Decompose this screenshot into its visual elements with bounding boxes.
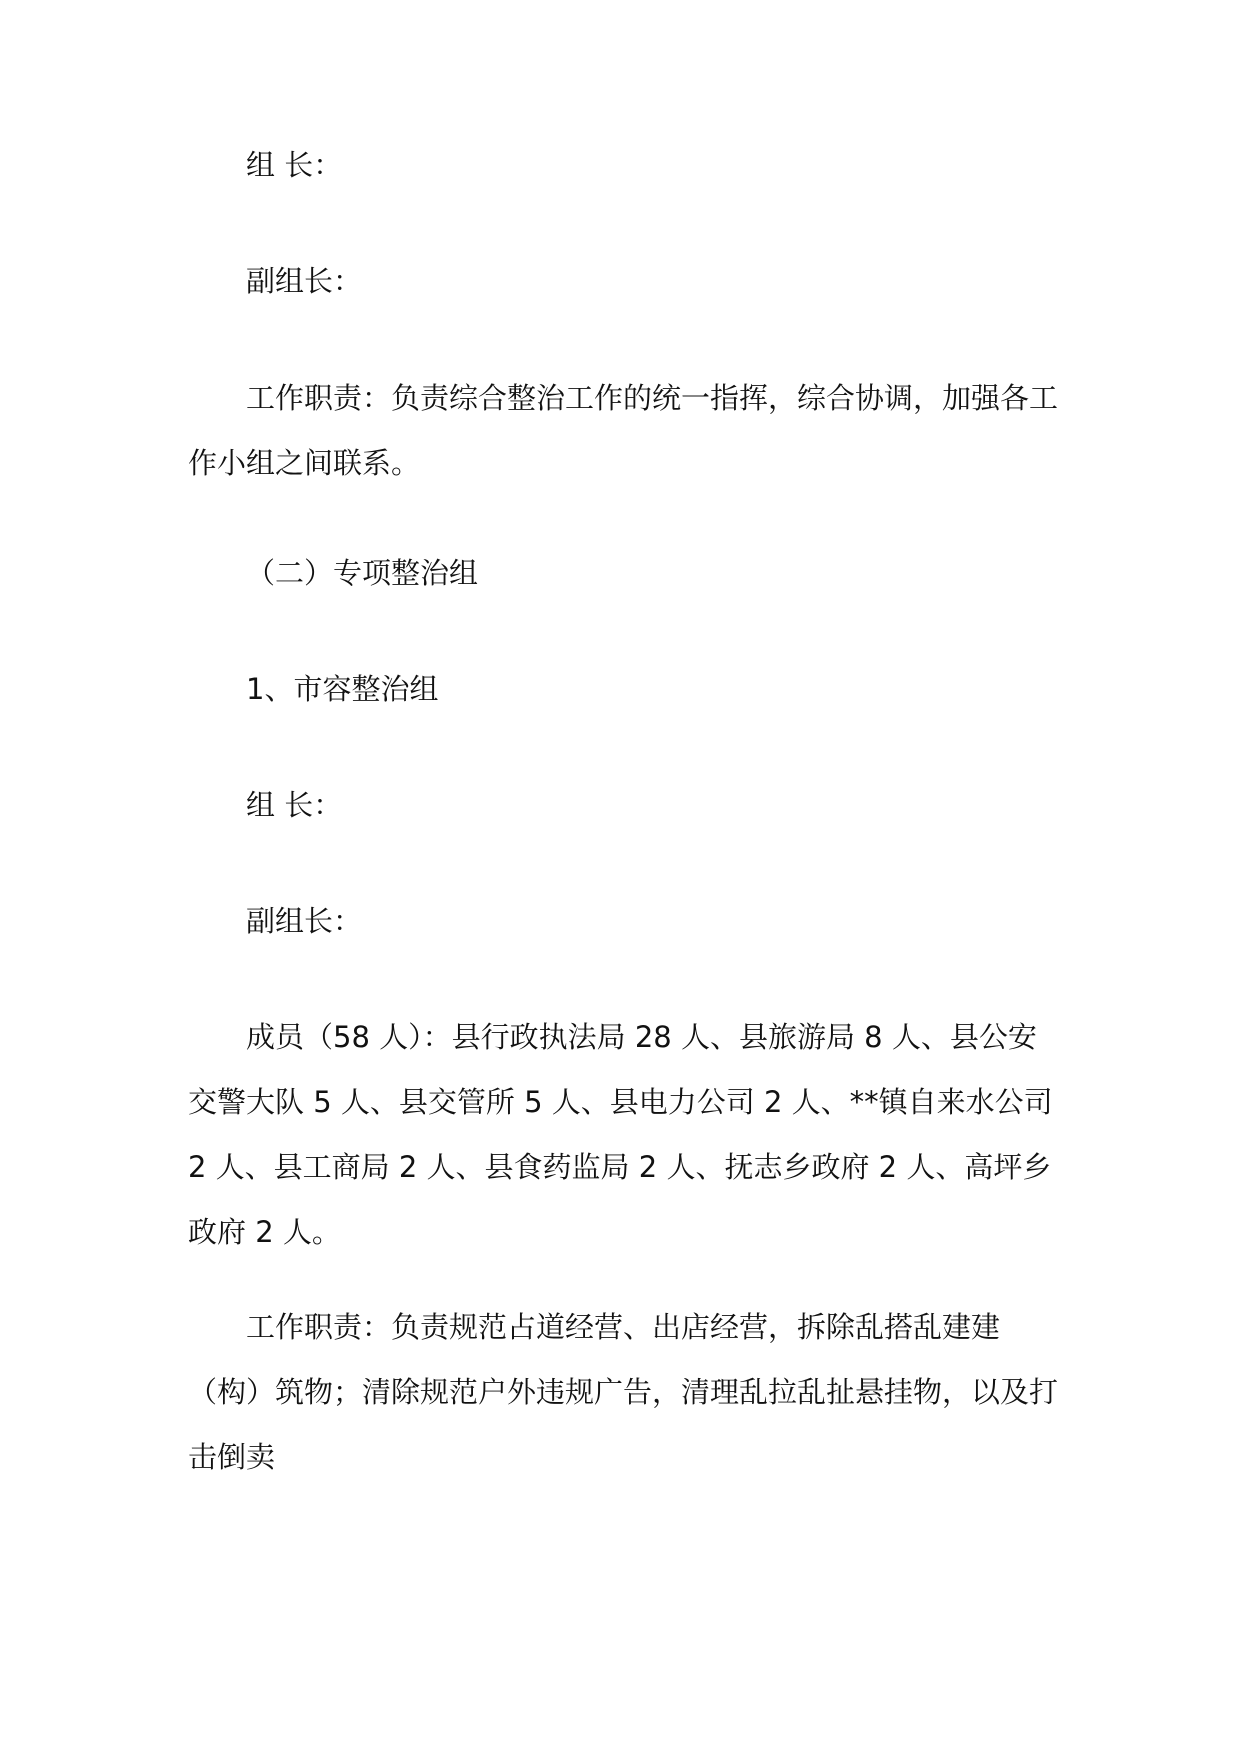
- deputy-leader-line-1: 副组长：: [246, 264, 363, 298]
- duties-paragraph-1: 工作职责：负责综合整治工作的统一指挥，综合协调，加强各工作小组之间联系。: [188, 381, 1059, 480]
- members-paragraph: 成员（58 人）：县行政执法局 28 人、县旅游局 8 人、县公安交警大队 5 人、县交管所 5 人、县电力公司 2 人、**镇自来水公司 2 人、县工商局 2 人、县食药监局 2 人、抚志乡政府 2 人、高坪乡政府 2 人。: [188, 1020, 1053, 1249]
- section-heading-special-remediation: （二）专项整治组: [246, 556, 479, 590]
- duties-paragraph-2: 工作职责：负责规范占道经营、出店经营，拆除乱搭乱建建（构）筑物；清除规范户外违规广告，清理乱拉乱扯悬挂物，以及打击倒卖: [188, 1310, 1059, 1474]
- deputy-leader-line-2: 副组长：: [246, 904, 363, 938]
- group-leader-line-2: 组 长：: [246, 788, 343, 822]
- group-leader-line-1: 组 长：: [246, 148, 343, 182]
- subsection-heading-city-appearance: 1、市容整治组: [246, 672, 439, 706]
